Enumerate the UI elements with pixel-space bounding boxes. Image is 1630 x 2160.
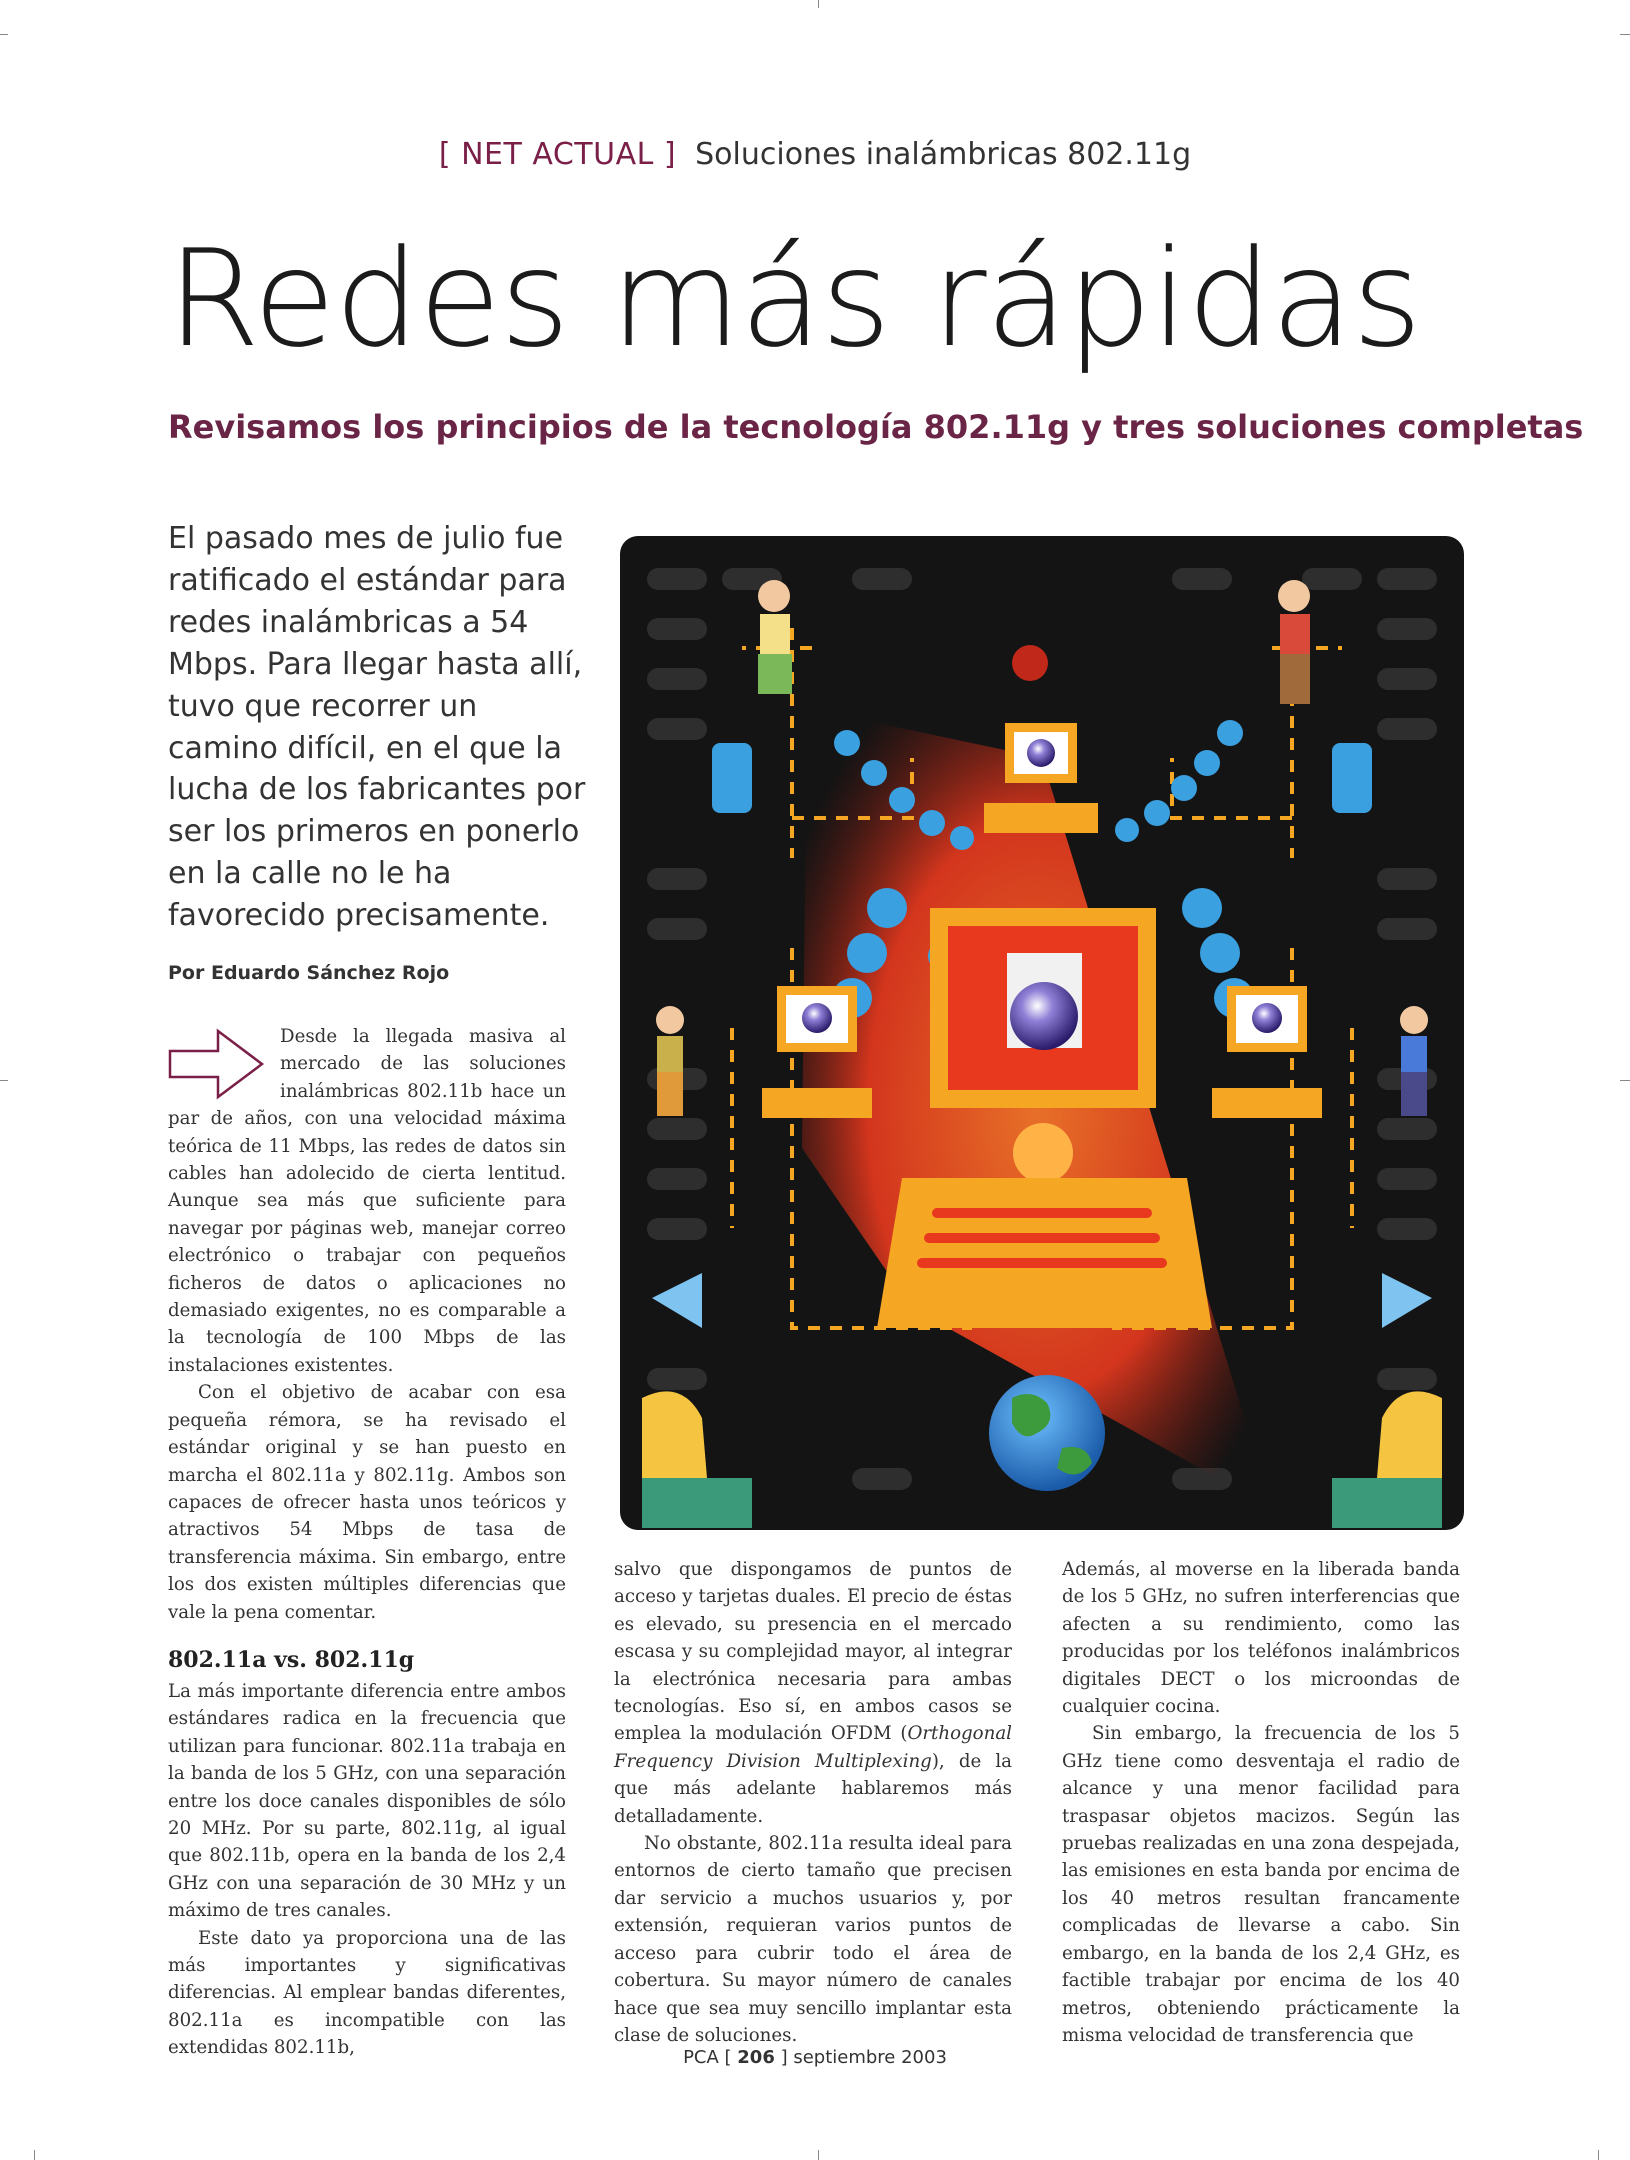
crop-mark <box>0 34 8 35</box>
page-footer: PCA [ 206 ] septiembre 2003 <box>683 2047 947 2068</box>
article-subtitle: Revisamos los principios de la tecnología 802.11g y tres soluciones completas <box>168 408 1584 446</box>
crop-mark <box>1598 2150 1599 2160</box>
body-emphasis: Orthogonal Frequency Division Multiplexing <box>614 1723 1012 1772</box>
arrow-right-icon <box>168 1027 266 1101</box>
monitor-icon <box>762 986 872 1118</box>
section-topic: Soluciones inalámbricas 802.11g <box>695 137 1192 172</box>
section-name: [ NET ACTUAL ] <box>438 137 677 172</box>
crop-mark <box>34 2150 35 2160</box>
article-lead: El pasado mes de julio fue ratificado el estándar para redes inalámbricas a 54 Mbps. Para llegar hasta allí, tuvo que recorrer un camino difícil, en el que la lucha de los fabricantes por ser los primeros en ponerlo en la calle no le ha favorecido precisamente. <box>168 521 586 934</box>
globe-icon <box>989 1375 1105 1491</box>
monitor-icon <box>1212 986 1322 1118</box>
body-paragraph: Desde la llegada masiva al mercado de las soluciones inalámbricas 802.11b hace un par de años, con una velocidad máxima teórica de 11 Mbps, las redes de datos sin cables han adolecido de cierta lentitud. Aunque sea más que suficiente para navegar por páginas web, manejar correo electrónico o trabajar con pequeños ficheros de datos o aplicaciones no demasiado exigentes, no es comparable a la tecnología de 100 Mbps de las instalaciones existentes. <box>168 1026 566 1376</box>
crop-mark <box>0 1080 8 1081</box>
body-column-1 <box>168 1023 566 2062</box>
article-title: Redes más rápidas <box>167 221 1421 377</box>
crop-mark <box>818 0 819 8</box>
body-column-2 <box>614 1556 1012 2049</box>
section-heading: 802.11a vs. 802.11g <box>168 1646 415 1673</box>
body-text: salvo que dispongamos de puntos de acceso y tarjetas duales. El precio de éstas es elevado, su presencia en el mercado escasa y su complejidad mayor, al integrar la electrónica necesaria para ambas tecnologías. Eso sí, en ambos casos se emplea la modulación OFDM ( <box>614 1559 1012 1745</box>
person-icon <box>656 1006 684 1116</box>
crop-mark <box>1620 1080 1630 1081</box>
magazine-name: PCA <box>683 2047 719 2068</box>
issue-date: septiembre 2003 <box>793 2047 947 2068</box>
body-text: ), de la que más adelante hablaremos más detalladamente. <box>614 1750 1012 1827</box>
crop-mark <box>818 2150 819 2160</box>
body-paragraph: No obstante, 802.11a resulta ideal para entornos de cierto tamaño que precisen dar servicio a muchos usuarios y, por extensión, requieran varios puntos de acceso para cubrir todo el área de cobertura. Su mayor número de canales hace que sea muy sencillo implantar esta clase de soluciones. <box>614 1833 1012 2046</box>
network-illustration <box>612 528 1472 1538</box>
byline: Por Eduardo Sánchez Rojo <box>168 962 450 984</box>
page-number: 206 <box>737 2047 775 2068</box>
body-paragraph: Este dato ya proporciona una de las más importantes y significativas diferencias. Al emplear bandas diferentes, 802.11a es incompatible con las extendidas 802.11b, <box>168 1927 566 2059</box>
body-paragraph <box>614 1556 1012 1830</box>
body-paragraph: La más importante diferencia entre ambos estándares radica en la frecuencia que utilizan para funcionar. 802.11a trabaja en la banda de los 5 GHz, con una separación entre los doce canales disponibles de sólo 20 MHz. Por su parte, 802.11g, al igual que 802.11b, opera en la banda de los 2,4 GHz con una separación de 30 MHz y un máximo de tres canales. <box>168 1680 566 1922</box>
crop-mark <box>1620 34 1630 35</box>
signal-ball <box>1012 645 1048 681</box>
body-paragraph: Con el objetivo de acabar con esa pequeña rémora, se ha revisado el estándar original y se han puesto en marcha el 802.11a y 802.11g. Ambos son capaces de ofrecer hasta unos teóricos y atractivos 54 Mbps de tasa de transferencia máxima. Sin embargo, entre los dos existen múltiples diferencias que vale la pena comentar. <box>168 1382 566 1623</box>
person-icon <box>1278 580 1310 704</box>
person-icon <box>758 580 792 694</box>
person-icon <box>1400 1006 1428 1116</box>
body-paragraph: Sin embargo, la frecuencia de los 5 GHz tiene como desventaja el radio de alcance y una menor facilidad para traspasar objetos macizos. Según las pruebas realizadas en una zona despejada, las emisiones en esta banda por encima de los 40 metros resultan francamente complicadas de llevarse a cabo. Sin embargo, en la banda de los 2,4 GHz, es factible trabajar por encima de los 40 metros, obteniendo prácticamente la misma velocidad de transferencia que <box>1062 1723 1460 2046</box>
body-paragraph: Además, al moverse en la liberada banda de los 5 GHz, no sufren interferencias que afecten a su rendimiento, como las producidas por los teléfonos inalámbricos digitales DECT o los microondas de cualquier cocina. <box>1062 1559 1460 1718</box>
body-column-3 <box>1062 1556 1460 2049</box>
section-header <box>0 137 1630 172</box>
